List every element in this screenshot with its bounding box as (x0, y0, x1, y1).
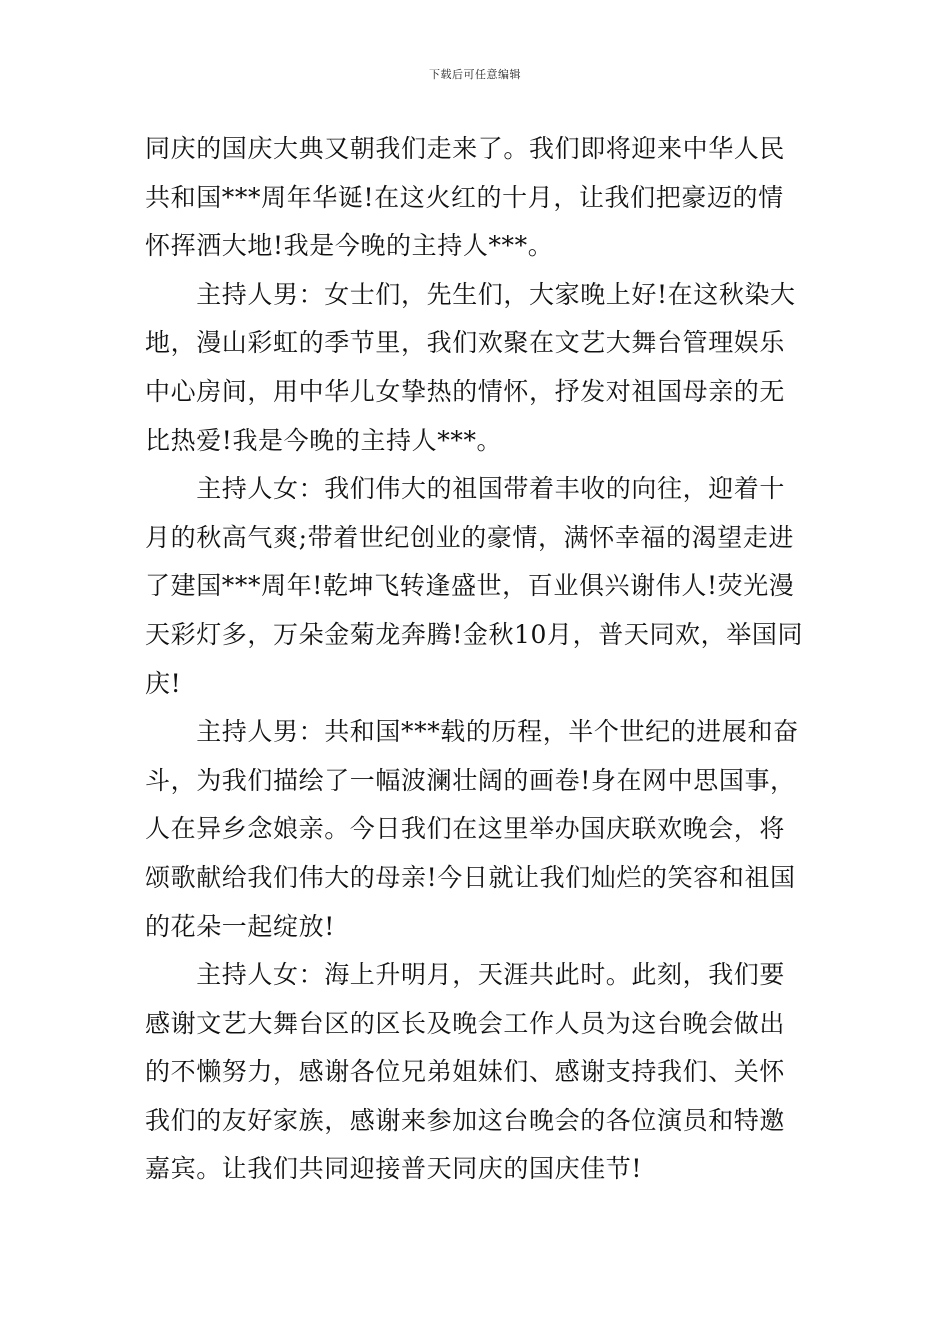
text-line: 颂歌献给我们伟大的母亲!今日就让我们灿烂的笑容和祖国 (145, 862, 796, 892)
text-line: 比热爱!我是今晚的主持人***。 (145, 425, 503, 455)
text-line: 嘉宾。让我们共同迎接普天同庆的国庆佳节! (145, 1154, 643, 1184)
text-line: 主持人女：海上升明月，天涯共此时。此刻，我们要 (145, 960, 786, 990)
text-line: 主持人男：共和国***载的历程，半个世纪的进展和奋 (145, 717, 799, 747)
text-line: 感谢文艺大舞台区的区长及晚会工作人员为这台晚会做出 (145, 1008, 786, 1038)
text-line: 主持人男：女士们，先生们，大家晚上好!在这秋染大 (145, 279, 796, 309)
text-line: 共和国***周年华诞!在这火红的十月，让我们把豪迈的情 (145, 182, 784, 212)
text-line: 的花朵一起绽放! (145, 911, 335, 941)
text-line: 的不懒努力，感谢各位兄弟姐妹们、感谢支持我们、关怀 (145, 1057, 786, 1087)
text-line: 主持人女：我们伟大的祖国带着丰收的向往，迎着十 (145, 474, 786, 504)
text-line: 地，漫山彩虹的季节里，我们欢聚在文艺大舞台管理娱乐 (145, 328, 786, 358)
text-line: 同庆的国庆大典又朝我们走来了。我们即将迎来中华人民 (145, 134, 786, 163)
text-line: 我们的友好家族，感谢来参加这台晚会的各位演员和特邀 (145, 1105, 786, 1135)
text-line: 了建国***周年!乾坤飞转逢盛世，百业俱兴谢伟人!荧光漫 (145, 571, 795, 601)
text-line: 天彩灯多，万朵金菊龙奔腾!金秋10月，普天同欢，举国同 (145, 619, 804, 649)
document-body (145, 125, 810, 1194)
text-line: 中心房间，用中华儿女挚热的情怀，抒发对祖国母亲的无 (145, 376, 786, 406)
text-line: 怀挥洒大地!我是今晚的主持人***。 (145, 231, 554, 261)
text-line: 斗，为我们描绘了一幅波澜壮阔的画卷!身在网中思国事， (145, 765, 796, 795)
text-line: 月的秋高气爽;带着世纪创业的豪情，满怀幸福的渴望走进 (145, 522, 795, 552)
text-line: 庆! (145, 668, 182, 698)
text-line: 人在异乡念娘亲。今日我们在这里举办国庆联欢晚会，将 (145, 814, 786, 844)
page-header: 下载后可任意编辑 (429, 68, 521, 81)
